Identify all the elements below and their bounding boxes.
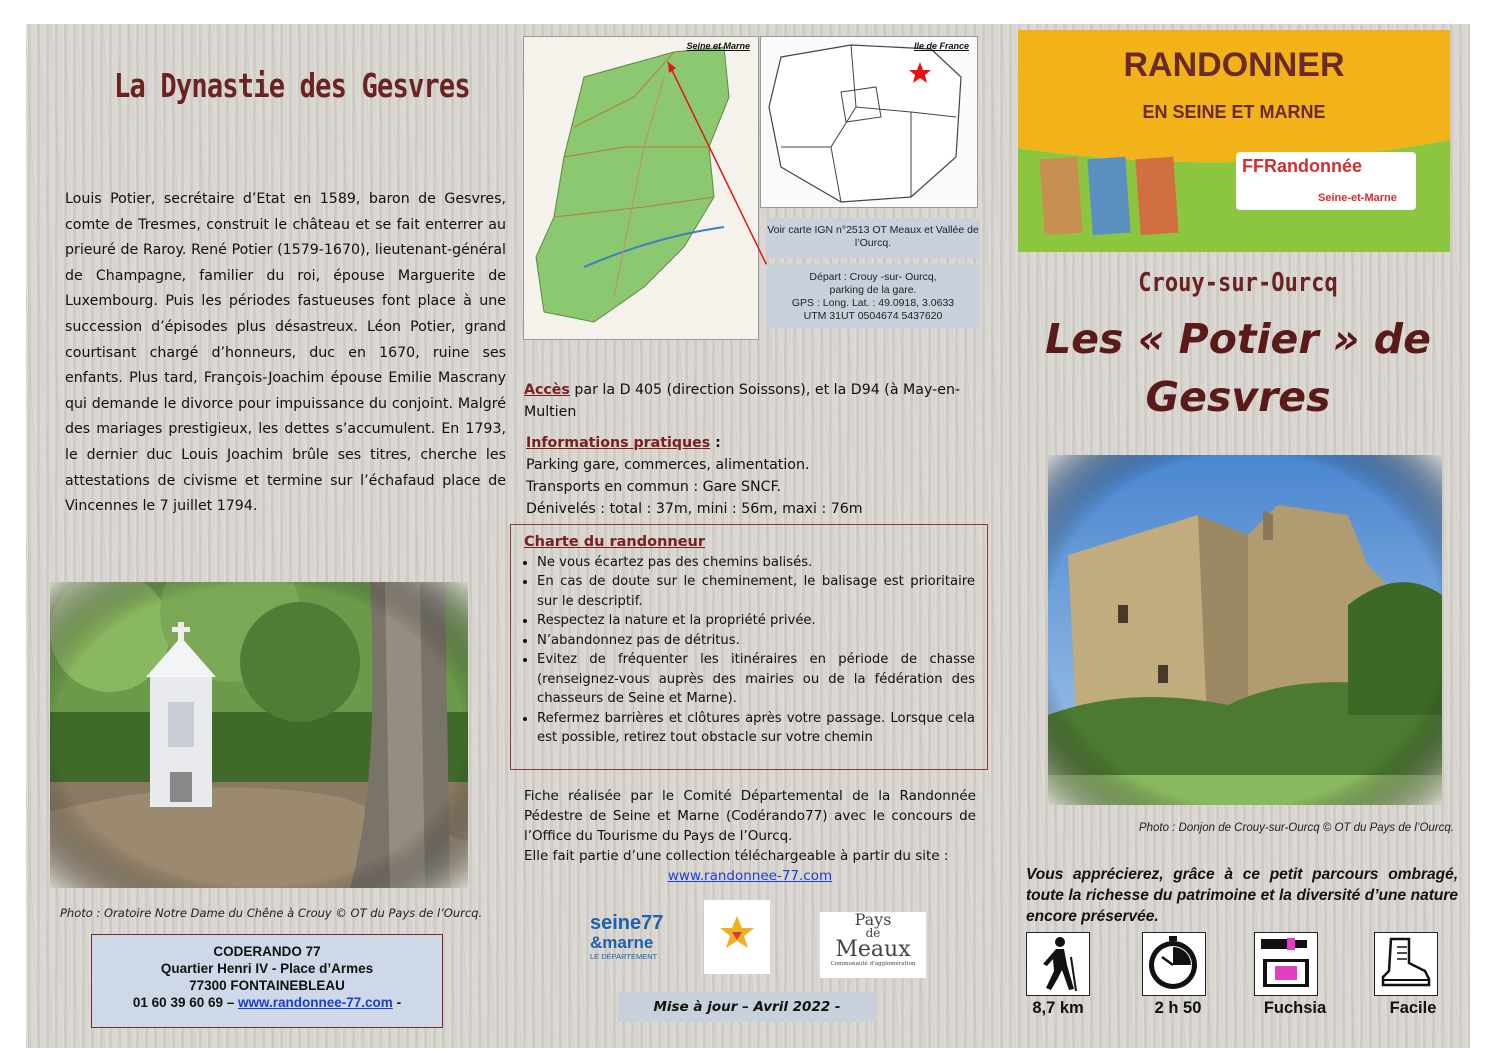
address-city: 77300 FONTAINEBLEAU [189, 978, 345, 993]
access-paragraph [524, 379, 970, 423]
charter-list [524, 553, 975, 748]
trail-title-line1: Les « Potier » de [1045, 315, 1431, 363]
info-line-elevation: Dénivelés : total : 37m, mini : 56m, maxi : 76m [526, 501, 863, 517]
castle-photo-caption: Photo : Donjon de Crouy-sur-Ourcq © OT du Pays de l’Ourcq. [1138, 822, 1454, 834]
logo-seine-text: seine77 [590, 912, 664, 934]
ile-de-france-map [760, 36, 978, 208]
randonner-banner [1018, 30, 1450, 252]
distance-label: 8,7 km [1032, 999, 1084, 1017]
charter-item: • Respectez la nature et la propriété privée. [537, 611, 975, 631]
marking-color-label: Fuchsia [1263, 999, 1327, 1017]
difficulty-label: Facile [1389, 999, 1437, 1017]
ot-star-logo [704, 900, 770, 974]
hiker-icon [1026, 932, 1090, 996]
practical-info [526, 432, 972, 520]
practical-info-label: Informations pratiques [526, 435, 711, 451]
charter-item: • Ne vous écartez pas des chemins balisés. [537, 553, 975, 573]
town-subtitle: Crouy-sur-Ourcq [1138, 268, 1338, 298]
credits-collection: Elle fait partie d’une collection téléchargeable à partir du site : [524, 848, 949, 864]
departure-gps: GPS : Long. Lat. : 49.0918, 3.0633 [791, 297, 955, 309]
logo-marne-text: &marne [590, 933, 654, 952]
section-title-dynastie: La Dynastie des Gesvres [114, 66, 470, 105]
chapel-photo-caption: Photo : Oratoire Notre Dame du Chêne à Crouy © OT du Pays de l’Ourcq. [60, 906, 483, 920]
logo-meaux-text: Meaux [835, 937, 911, 962]
address-street: Quartier Henri IV - Place d’Armes [160, 961, 374, 976]
charter-item: • Evitez de fréquenter les itinéraires en période de chasse (renseignez-vous auprès des mairies ou de la fédération des chasseurs de Seine et Marne). [537, 650, 975, 709]
contact-address-box [91, 934, 443, 1028]
logo-agglo-text: Communauté d’agglomération [830, 961, 916, 967]
ign-map-note: Voir carte IGN n°2513 OT Meaux et Vallée de l’Ourcq. [766, 218, 980, 258]
hiker-charter-box [510, 524, 988, 770]
trail-title [1018, 310, 1458, 426]
charter-title: Charte du randonneur [524, 534, 706, 550]
practical-info-colon: : [710, 435, 721, 451]
seine-et-marne-logo [590, 912, 686, 974]
departure-info [766, 264, 980, 328]
departure-line: Départ : Crouy -sur- Ourcq, [809, 271, 937, 283]
history-text: Louis Potier, secrétaire d’Etat en 1589, baron de Gesvres, comte de Tresmes, construit le château et se fait enterrer au prieuré de Raroy. René Potier (1579-1670), lieutenant-général de Champagne, familier du roi, épouse Marguerite de Luxembourg. Puis les périodes fastueuses font place à une succession d’épisodes plus désastreux. Léon Potier, grand courtisant chargé d’honneurs, duc en 1670, ruine ses enfants. Plus tard, François-Joachim épouse Emilie Mascrany qui demande le divorce pour impuissance du conjoint. Malgré des mariages prestigieux, les dettes s’accumulent. En 1793, le dernier duc Louis Joachim brûle ses titres, cherche les attestations de civisme et termine sur l’échafaud place de Vincennes le 7 juillet 1794. [65, 191, 506, 515]
update-date: Mise à jour – Avril 2022 - [618, 992, 876, 1022]
paint-brush-icon [1254, 932, 1318, 996]
address-suffix: - [396, 995, 402, 1010]
charter-item: • Refermez barrières et clôtures après votre passage. Lorsque cela est possible, retirez tout obstacle sur votre chemin [537, 709, 975, 748]
credits-text [524, 786, 976, 886]
address-phone: 01 60 39 60 69 – [132, 995, 235, 1010]
map2-label: Ile de France [913, 41, 969, 51]
logo-departement-text: LE DÉPARTEMENT [590, 952, 658, 961]
duration-label: 2 h 50 [1154, 999, 1202, 1017]
logo-de-text: de [865, 926, 881, 940]
appreciation-text: Vous apprécierez, grâce à ce petit parcours ombragé, toute la richesse du patrimoine et la diversité d’une nature encore préservée. [1026, 866, 1458, 925]
info-line-transport: Transports en commun : Gare SNCF. [526, 479, 781, 495]
address-contact [92, 994, 442, 1011]
castle-photo [1048, 455, 1442, 805]
location-arrow [660, 56, 780, 281]
chapel-photo [50, 582, 468, 888]
boot-icon [1374, 932, 1438, 996]
banner-subtitle: EN SEINE ET MARNE [1142, 102, 1326, 122]
departure-line: parking de la gare. [829, 284, 917, 296]
trail-title-line2: Gesvres [1145, 373, 1331, 421]
ffr-logo-text: FFRandonnée [1242, 156, 1362, 176]
logo-pays-text: Pays [854, 910, 892, 929]
charter-item: • N’abandonnez pas de détritus. [537, 631, 975, 651]
pays-de-meaux-logo [820, 912, 926, 978]
credits-paragraph: Fiche réalisée par le Comité Départemental de la Randonnée Pédestre de Seine et Marne (Codérando77) avec le concours de l’Office du Tourisme du Pays de l’Ourcq. [524, 788, 976, 844]
charter-item: • En cas de doute sur le cheminement, le balisage est prioritaire sur le descriptif. [537, 572, 975, 611]
ffr-region-text: Seine-et-Marne [1318, 192, 1397, 204]
credits-website-link[interactable]: www.randonnee-77.com [667, 868, 833, 884]
address-org: CODERANDO 77 [213, 944, 321, 959]
clock-icon [1142, 932, 1206, 996]
info-line-parking: Parking gare, commerces, alimentation. [526, 457, 810, 473]
address-website-link[interactable]: www.randonnee-77.com [238, 995, 393, 1010]
banner-title: RANDONNER [1123, 46, 1345, 84]
map1-label: Seine et Marne [686, 41, 750, 51]
access-label: Accès [524, 382, 570, 398]
departure-utm: UTM 31UT 0504674 5437620 [803, 310, 943, 322]
access-text: par la D 405 (direction Soissons), et la D94 (à May-en-Multien [524, 382, 961, 420]
